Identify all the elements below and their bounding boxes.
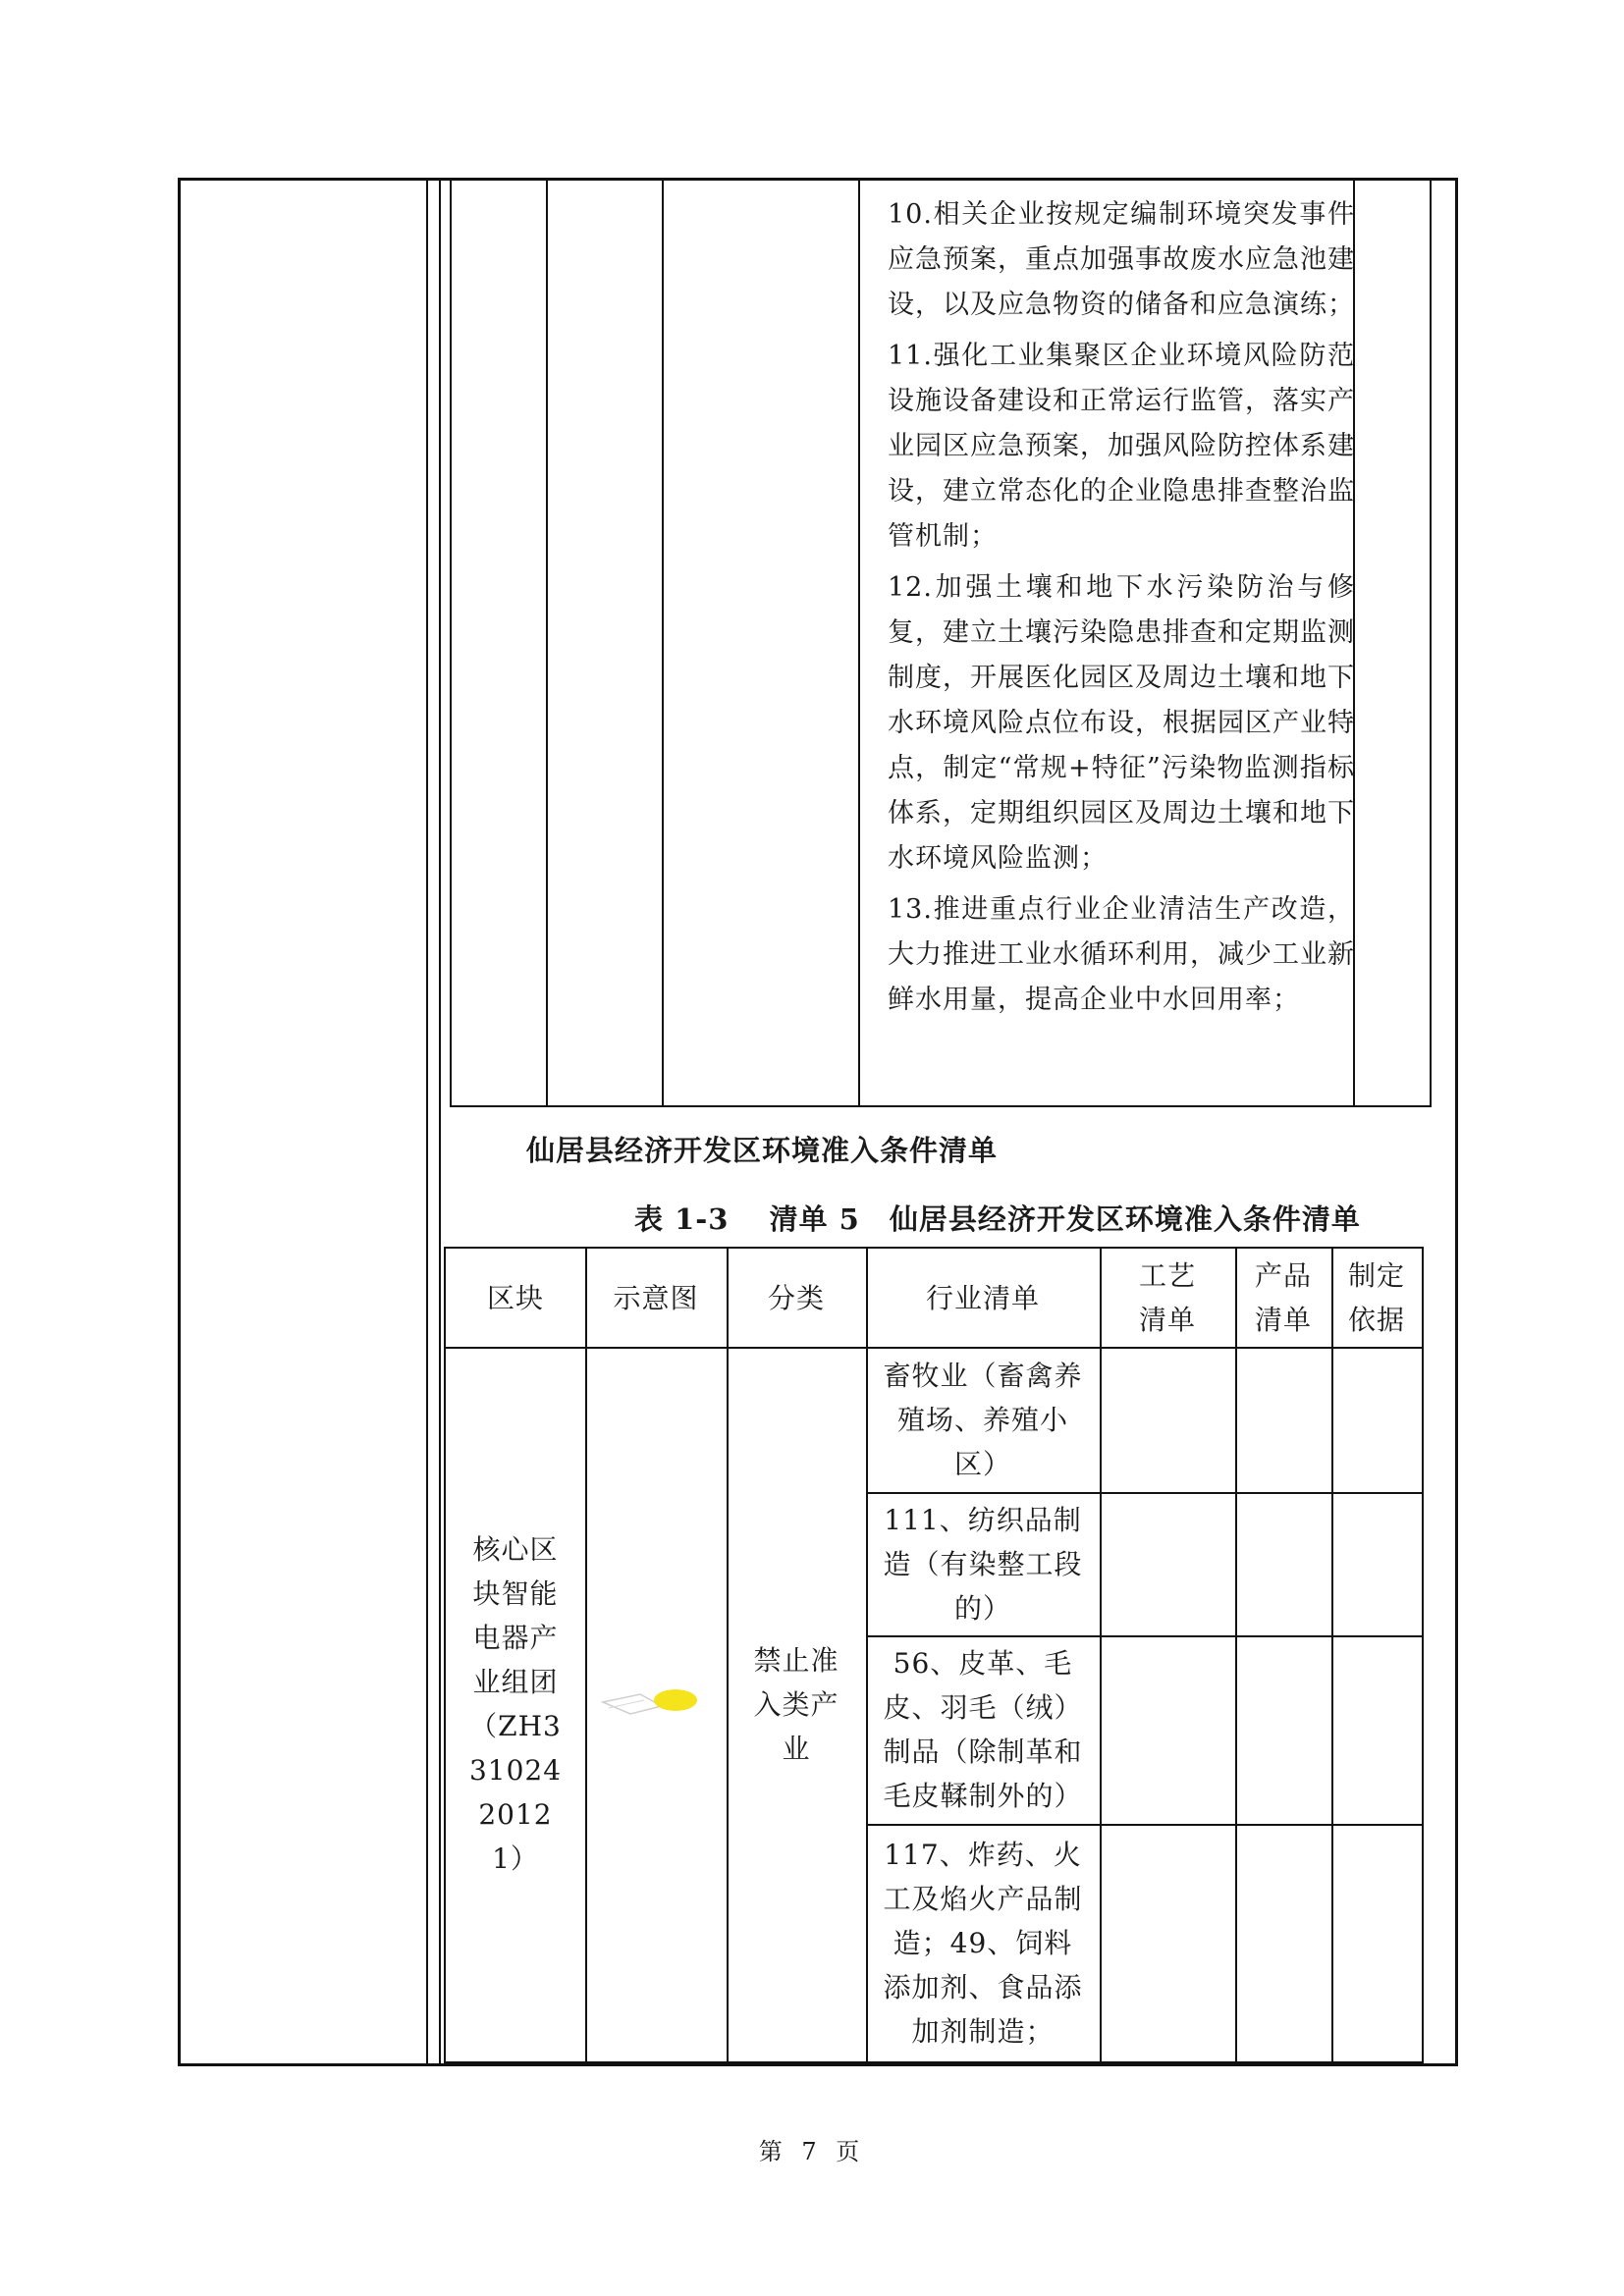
header-map: 示意图 [613, 1281, 699, 1314]
section-heading: 仙居县经济开发区环境准入条件清单 [526, 1134, 999, 1167]
category-cell: 禁止准入类产业 [753, 1643, 839, 1765]
header-process: 工艺清单 [1138, 1259, 1196, 1336]
table-column-line [1331, 1249, 1333, 2061]
industry-item: 117、炸药、火工及焰火产品制造；49、饲料添加剂、食品添加剂制造； [883, 1838, 1083, 2048]
frame-divider [439, 181, 441, 2063]
admission-table [444, 1247, 1424, 2063]
measure-item: 12.加强土壤和地下水污染防治与修复，建立土壤污染隐患排查和定期监测制度，开展医化园区及周边土壤和地下水环境风险点位布设，根据园区产业特点，制定“常规+特征”污染物监测指标体系，定期组织园区及周边土壤和地下水环境风险监测； [888, 572, 1355, 874]
header-product: 产品清单 [1254, 1259, 1312, 1336]
industry-item: 56、皮革、毛皮、羽毛（绒）制品（除制革和毛皮鞣制外的） [883, 1647, 1083, 1812]
block-name-cell: 核心区块智能电器产业组团（ZH33102420121） [468, 1533, 563, 1875]
table-column-line [1235, 1249, 1237, 2061]
header-block: 区块 [486, 1281, 544, 1314]
table-column-line [585, 1249, 587, 2061]
table-column-line [1100, 1249, 1102, 2061]
measures-table [450, 181, 1432, 1107]
page-number: 第 7 页 [758, 2138, 866, 2165]
header-basis: 制定依据 [1347, 1259, 1405, 1336]
industry-item: 畜牧业（畜禽养殖场、养殖小区） [883, 1359, 1083, 1480]
header-industry: 行业清单 [925, 1281, 1040, 1314]
measures-cell [872, 181, 1367, 1029]
frame-divider [426, 181, 428, 2063]
measure-item: 11.强化工业集聚区企业环境风险防范设施设备建设和正常运行监管，落实产业园区应急预案，加强风险防控体系建设，建立常态化的企业隐患排查整治监管机制； [888, 341, 1355, 552]
industry-item: 111、纺织品制造（有染整工段的） [883, 1503, 1083, 1625]
measure-item: 10.相关企业按规定编制环境突发事件应急预案，重点加强事故废水应急池建设，以及应急物资的储备和应急演练； [888, 199, 1355, 320]
header-category: 分类 [767, 1281, 825, 1314]
block-map-thumbnail [601, 1681, 709, 1720]
table-column-line [546, 181, 548, 1105]
table-column-line [858, 181, 860, 1105]
measure-item: 13.推进重点行业企业清洁生产改造，大力推进工业水循环利用，减少工业新鲜水用量，提高企业中水回用率； [888, 894, 1355, 1015]
table-caption: 表 1-3 清单 5 仙居县经济开发区环境准入条件清单 [634, 1202, 1361, 1236]
table-column-line [662, 181, 664, 1105]
